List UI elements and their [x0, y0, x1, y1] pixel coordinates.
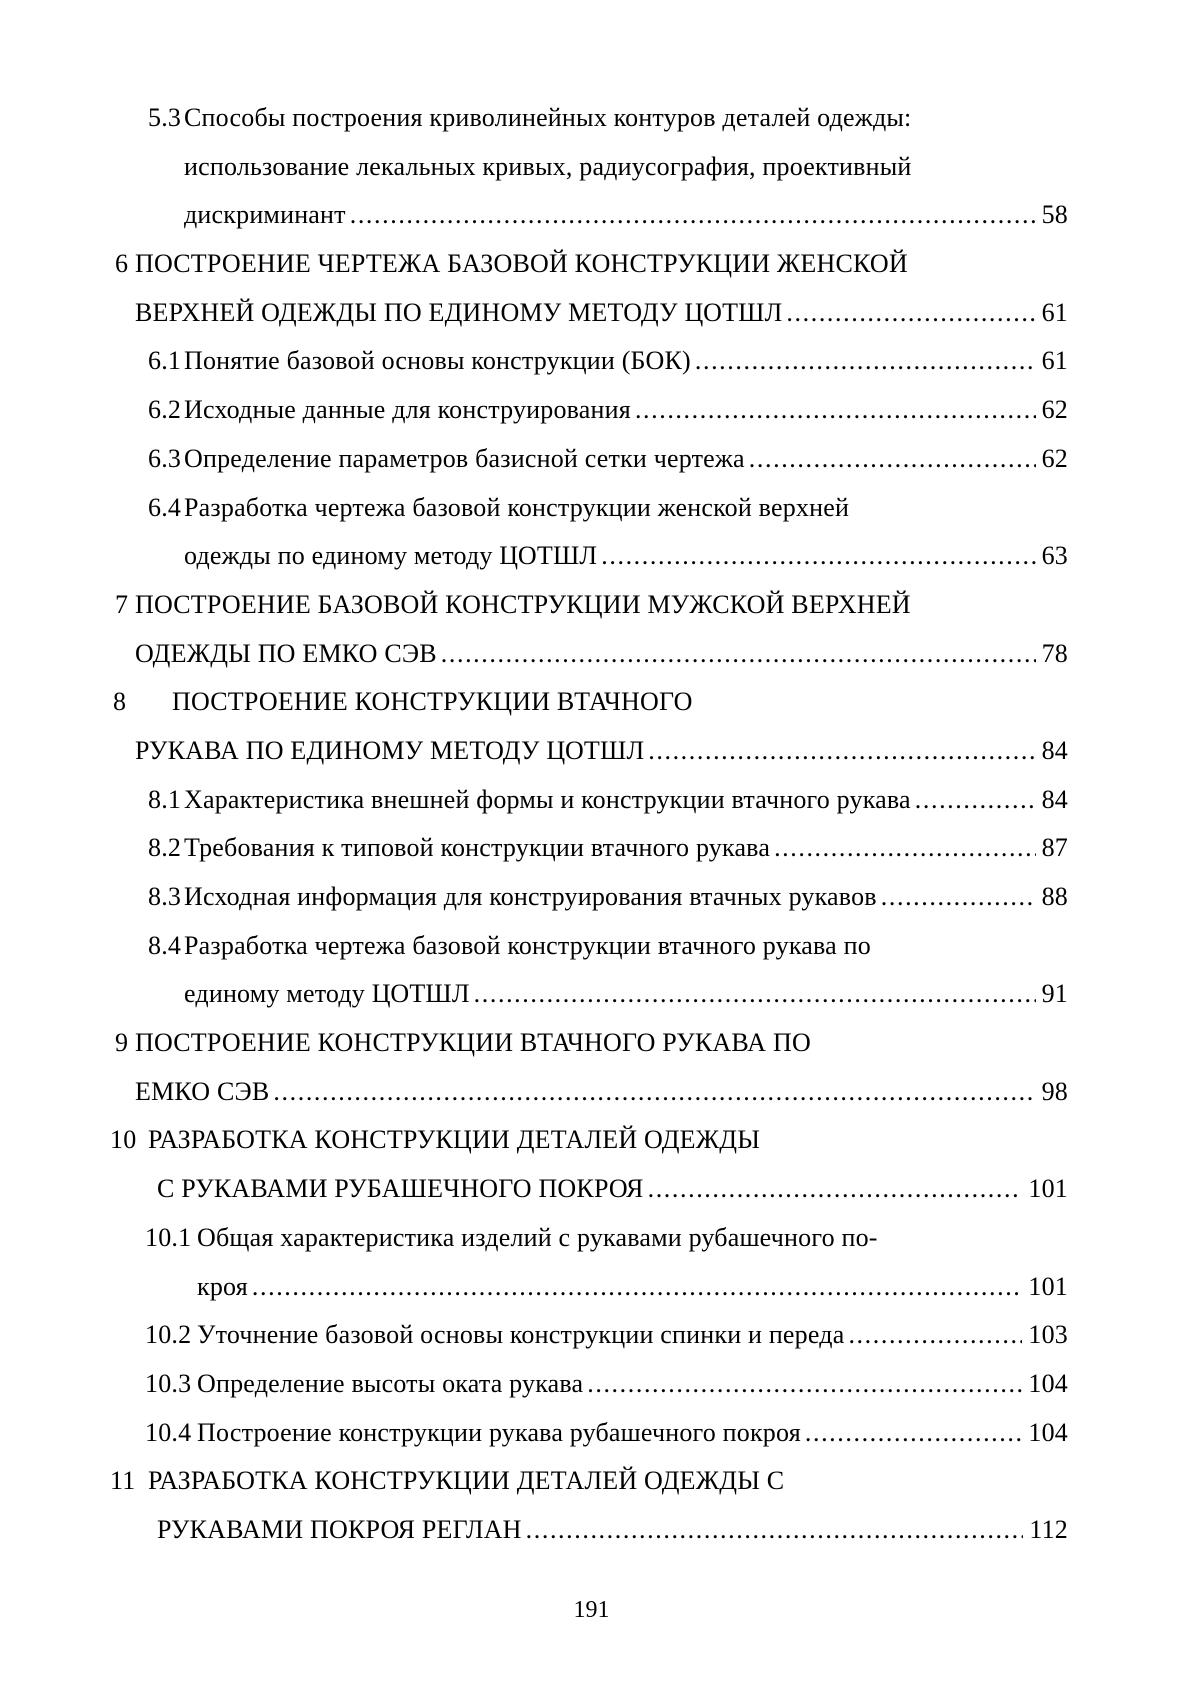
toc-entry-number: 10.1: [145, 1222, 192, 1252]
toc-entry-number: 6.1: [148, 346, 182, 376]
toc-page-ref: 62: [1041, 395, 1068, 425]
dot-leader: [273, 1068, 1035, 1117]
dot-leader: [648, 1165, 1023, 1214]
dot-leader: [601, 532, 1035, 581]
toc-entry-text: ПОСТРОЕНИЕ ЧЕРТЕЖА БАЗОВОЙ КОНСТРУКЦИИ ЖЕНСКОЙ: [135, 249, 908, 279]
toc-line: [0, 289, 1200, 338]
toc-page-ref: 112: [1029, 1514, 1068, 1544]
toc-line: [0, 94, 1200, 143]
toc-entry-text: использование лекальных кривых, радиусография, проективный: [184, 151, 912, 181]
toc-entry-text: С РУКАВАМИ РУБАШЕЧНОГО ПОКРОЯ: [157, 1174, 644, 1204]
toc-line: [0, 873, 1200, 922]
toc-entry-text: РАЗРАБОТКА КОНСТРУКЦИИ ДЕТАЛЕЙ ОДЕЖДЫ С: [148, 1466, 785, 1496]
toc-entry-text: Определение параметров базисной сетки чертежа: [184, 443, 745, 473]
toc-entry-text: Способы построения криволинейных контуров деталей одежды:: [184, 103, 912, 132]
toc-entry: [0, 1214, 1200, 1311]
toc-entry-text: ПОСТРОЕНИЕ КОНСТРУКЦИИ ВТАЧНОГО РУКАВА ПО: [135, 1028, 811, 1058]
toc-page-ref: 63: [1041, 541, 1068, 571]
toc-page-ref: 87: [1041, 833, 1068, 863]
toc-entry-text: ПОСТРОЕНИЕ БАЗОВОЙ КОНСТРУКЦИИ МУЖСКОЙ ВЕРХНЕЙ: [135, 589, 911, 619]
toc-entry-number: 11: [110, 1466, 136, 1496]
toc-line: [0, 484, 1200, 533]
toc-entry: [0, 824, 1200, 873]
footer-page-number: 191: [573, 1596, 610, 1623]
dot-leader: [350, 191, 1036, 240]
toc-entry: [0, 1019, 1200, 1116]
toc-entry-number: 8.1: [148, 784, 182, 814]
toc-line: [0, 1506, 1200, 1555]
toc-page-ref: 91: [1041, 979, 1068, 1009]
toc-entry-text: Понятие базовой основы конструкции (БОК): [184, 346, 691, 376]
toc-page-ref: 103: [1028, 1320, 1068, 1350]
toc-entry-text: ЕМКО СЭВ: [135, 1076, 270, 1106]
page-footer: [0, 1595, 1200, 1625]
toc-entry-text: ВЕРХНЕЙ ОДЕЖДЫ ПО ЕДИНОМУ МЕТОДУ ЦОТШЛ: [135, 297, 783, 327]
toc-line: [0, 337, 1200, 386]
toc-entry: [0, 1311, 1200, 1360]
dot-leader: [635, 386, 1036, 435]
toc-page-ref: 88: [1041, 882, 1068, 911]
toc-line: [0, 1457, 1200, 1506]
toc-line: [0, 970, 1200, 1019]
toc-entry: [0, 678, 1200, 775]
dot-leader: [441, 630, 1036, 679]
toc-line: [0, 824, 1200, 873]
toc-line: [0, 1116, 1200, 1165]
toc-line: [0, 191, 1200, 240]
dot-leader: [774, 824, 1036, 873]
dot-leader: [252, 1263, 1022, 1312]
toc-line: [0, 678, 1200, 727]
toc-page-ref: 58: [1041, 200, 1068, 230]
toc-entry: [0, 922, 1200, 1019]
toc-entry-number: 10.3: [145, 1368, 192, 1398]
toc-entry-text: дискриминант: [184, 200, 346, 230]
toc-entry-text: ПОСТРОЕНИЕ КОНСТРУКЦИИ ВТАЧНОГО: [172, 687, 693, 717]
toc-line: [0, 630, 1200, 679]
toc-line: [0, 1165, 1200, 1214]
toc-page-ref: 104: [1028, 1368, 1068, 1398]
toc-entry-text: Определение высоты оката рукава: [197, 1368, 584, 1398]
toc-entry: [0, 435, 1200, 484]
toc-line: [0, 143, 1200, 192]
toc-line: [0, 776, 1200, 825]
toc-entry-text: Разработка чертежа базовой конструкции женской верхней: [184, 492, 850, 522]
toc-entry-text: Характеристика внешней формы и конструкции втачного рукава: [184, 784, 911, 814]
toc-entry-number: 10: [110, 1125, 137, 1155]
toc-page-ref: 61: [1041, 346, 1068, 376]
toc-line: [0, 1360, 1200, 1409]
toc-entry: [0, 484, 1200, 581]
toc-entry: [0, 776, 1200, 825]
toc-entry: [0, 94, 1200, 240]
dot-leader: [786, 289, 1035, 338]
toc-line: [0, 922, 1200, 971]
toc-page-ref: 101: [1028, 1174, 1068, 1204]
toc-page-ref: 98: [1041, 1076, 1068, 1106]
toc-line: [0, 1409, 1200, 1458]
toc-line: [0, 1214, 1200, 1263]
dot-leader: [648, 727, 1035, 776]
toc-line: [0, 435, 1200, 484]
toc-entry-number: 8: [113, 687, 127, 717]
toc-entry-text: РУКАВАМИ ПОКРОЯ РЕГЛАН: [157, 1514, 522, 1544]
toc-entry-number: 9: [115, 1028, 129, 1058]
toc-entry: [0, 1360, 1200, 1409]
toc-line: [0, 727, 1200, 776]
toc-entry-number: 5.3: [148, 103, 182, 132]
toc-entry: [0, 1116, 1200, 1213]
toc-line: [0, 1068, 1200, 1117]
toc-line: [0, 1263, 1200, 1312]
toc-entry-text: Общая характеристика изделий с рукавами рубашечного по-: [197, 1222, 878, 1252]
toc-entry-number: 6.3: [148, 443, 182, 473]
dot-leader: [848, 1311, 1022, 1360]
toc-line: [0, 1019, 1200, 1068]
toc-page-ref: 84: [1041, 784, 1068, 814]
toc-page-ref: 78: [1041, 638, 1068, 668]
dot-leader: [805, 1409, 1023, 1458]
dot-leader: [881, 873, 1036, 922]
toc-entry-text: РУКАВА ПО ЕДИНОМУ МЕТОДУ ЦОТШЛ: [135, 735, 645, 765]
toc-line: [0, 581, 1200, 630]
toc-entry-text: единому методу ЦОТШЛ: [184, 979, 470, 1009]
toc-line: [0, 386, 1200, 435]
toc-entry-number: 8.3: [148, 882, 182, 911]
dot-leader: [749, 435, 1036, 484]
toc-entry-number: 6: [115, 249, 129, 279]
dot-leader: [695, 337, 1036, 386]
toc-entry-text: Исходная информация для конструирования втачных рукавов: [184, 882, 877, 911]
toc-entry-number: 6.4: [148, 492, 182, 522]
toc-entry-number: 10.2: [145, 1320, 192, 1350]
toc-page-ref: 61: [1041, 297, 1068, 327]
toc-entry: [0, 337, 1200, 386]
toc-entry: [0, 1457, 1200, 1554]
toc-line: [0, 240, 1200, 289]
toc-entry: [0, 873, 1200, 922]
toc-page-ref: 101: [1028, 1271, 1068, 1301]
toc-entry-text: одежды по единому методу ЦОТШЛ: [184, 541, 598, 571]
toc-entry-text: ОДЕЖДЫ ПО ЕМКО СЭВ: [135, 638, 437, 668]
toc-entry-text: Уточнение базовой основы конструкции спинки и переда: [197, 1320, 845, 1350]
toc-entry-text: РАЗРАБОТКА КОНСТРУКЦИИ ДЕТАЛЕЙ ОДЕЖДЫ: [148, 1125, 761, 1155]
dot-leader: [526, 1506, 1024, 1555]
dot-leader: [587, 1360, 1022, 1409]
toc-page-ref: 62: [1041, 443, 1068, 473]
toc-page-ref: 84: [1041, 735, 1068, 765]
toc-entry: [0, 581, 1200, 678]
toc-entry-number: 10.4: [145, 1417, 192, 1447]
toc-entry-number: 7: [115, 589, 129, 619]
toc-entry-text: Построение конструкции рукава рубашечного покроя: [197, 1417, 801, 1447]
toc-entry-text: Исходные данные для конструирования: [184, 395, 631, 425]
dot-leader: [915, 776, 1036, 825]
toc-entry-number: 8.4: [148, 930, 182, 960]
dot-leader: [474, 970, 1036, 1019]
toc-entry-text: кроя: [197, 1271, 248, 1301]
toc-entry-text: Разработка чертежа базовой конструкции втачного рукава по: [184, 930, 871, 960]
toc-entry-text: Требования к типовой конструкции втачного рукава: [184, 833, 771, 863]
toc-entry-number: 8.2: [148, 833, 182, 863]
toc-line: [0, 532, 1200, 581]
toc-entry: [0, 1409, 1200, 1458]
toc-entry-number: 6.2: [148, 395, 182, 425]
toc-entry: [0, 240, 1200, 337]
toc-line: [0, 1311, 1200, 1360]
toc-page-ref: 104: [1028, 1417, 1068, 1447]
toc-entry: [0, 386, 1200, 435]
